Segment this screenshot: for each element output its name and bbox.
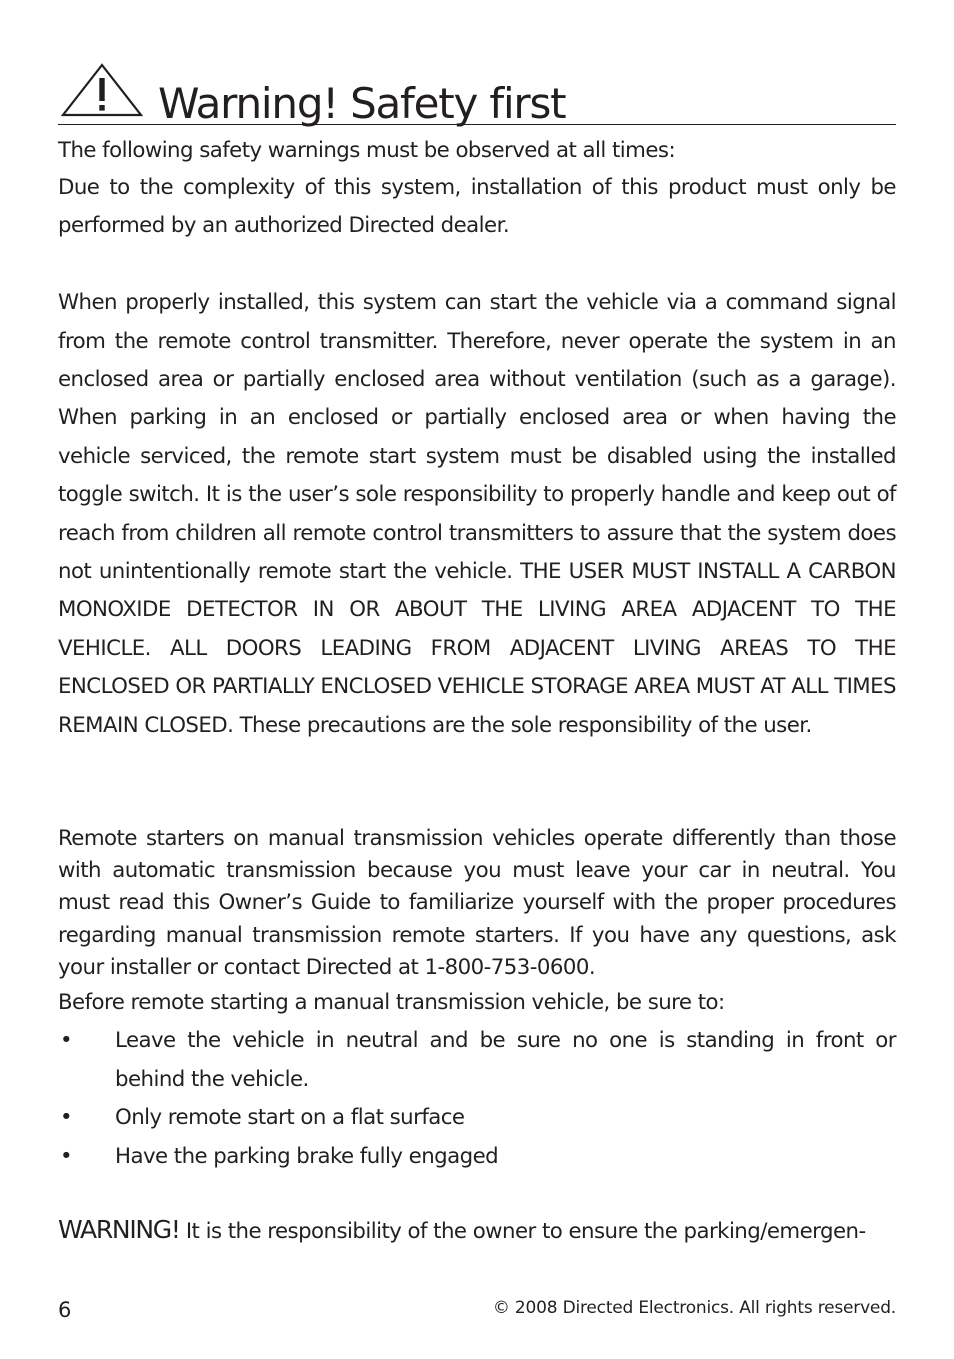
remote-start-warning-paragraph: When properly installed, this system can start the vehicle via a command signal from the remote control transmitter. Therefore, never operate the system in an enclosed area or partially enclosed area without ventilation (such as a garage). When parking in an enclosed or partially enclosed area or when having the vehicle serviced, the remote start system must be disabled using the installed toggle switch. It is the user’s sole responsibility to properly handle and keep out of reach from children all remote control transmitters to assure that the system does not unintentionally remote start the vehicle. THE USER MUST INSTALL A CARBON MONOXIDE DETECTOR IN OR ABOUT THE LIVING AREA ADJACENT TO THE VEHICLE. ALL DOORS LEADING FROM ADJACENT LIVING AREAS TO THE ENCLOSED OR PARTIALLY ENCLOSED VEHICLE STORAGE AREA MUST AT ALL TIMES REMAIN CLOSED. These precautions are the sole responsibility of the user. bbox=[58, 290, 897, 738]
intro-line: The following safety warnings must be observed at all times: bbox=[58, 138, 676, 163]
copyright-notice: © 2008 Directed Electronics. All rights reserved. bbox=[492, 1298, 896, 1318]
safety-intro bbox=[58, 133, 896, 745]
bullet-dot: • bbox=[60, 1105, 73, 1131]
page-title: Warning! Safety first bbox=[158, 79, 566, 128]
bullet-lead: Before remote starting a manual transmission vehicle, be sure to: bbox=[58, 990, 725, 1016]
list-item: • Have the parking brake fully engaged bbox=[58, 1138, 896, 1176]
precaution-list bbox=[58, 1022, 896, 1176]
warning-text: It is the responsibility of the owner to ensure the parking/emergen- bbox=[179, 1219, 866, 1244]
bullet-dot: • bbox=[60, 1143, 73, 1169]
warning-triangle-icon bbox=[60, 62, 144, 118]
bullet-dot: • bbox=[60, 1028, 73, 1054]
page-number: 6 bbox=[58, 1298, 72, 1322]
manual-transmission-section bbox=[58, 823, 896, 1176]
installation-notice: Due to the complexity of this system, installation of this product must only be performed by an authorized Directed dealer. bbox=[58, 175, 896, 239]
list-item: • Only remote start on a flat surface bbox=[58, 1099, 896, 1137]
manual-transmission-paragraph: Remote starters on manual transmission vehicles operate differently than those with automatic transmission because you must leave your car in neutral. You must read this Owner’s Guide to familiarize yourself with the proper procedures regarding manual transmission remote starters. If you have any questions, ask your installer or contact Directed at 1-800-753-0600. bbox=[58, 826, 896, 980]
parking-brake-warning bbox=[58, 1210, 896, 1252]
list-item: • Leave the vehicle in neutral and be sure no one is standing in front or behind the vehicle. bbox=[58, 1022, 896, 1099]
warning-label: WARNING! bbox=[58, 1215, 180, 1244]
section-header bbox=[58, 62, 896, 128]
